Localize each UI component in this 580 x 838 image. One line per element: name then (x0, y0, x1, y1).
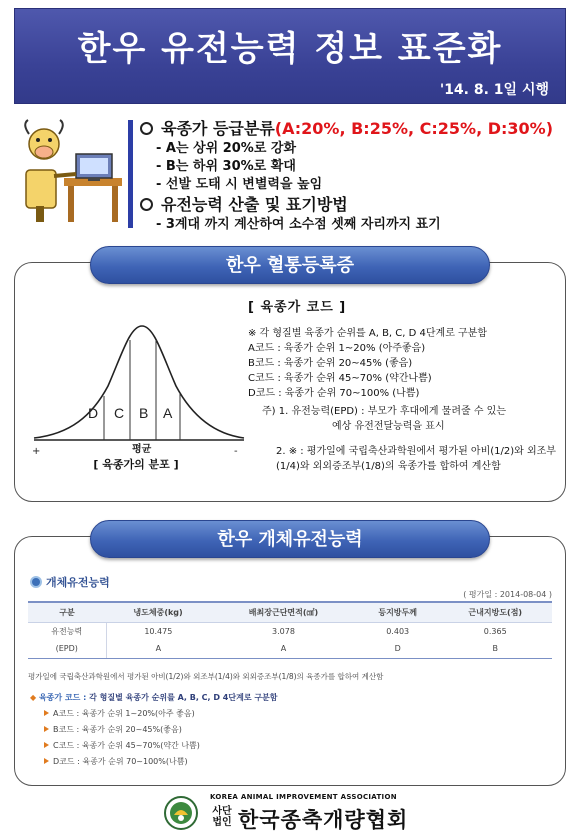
dist-letter-d: D (88, 405, 99, 421)
list-item (44, 754, 200, 770)
code-box-title (30, 692, 278, 703)
summary-item: - B는 하위 30%로 확대 (156, 159, 296, 174)
dist-mean: 평균 (132, 444, 152, 455)
epd-value: 10.475 (144, 626, 173, 636)
table-row (28, 640, 552, 658)
grading-ratio-text: (A:20%, B:25%, C:25%, D:30%) (274, 119, 554, 138)
evaluation-date: ( 평가일 : 2014-08-04 ) (463, 590, 552, 599)
summary-heading-method (140, 194, 570, 216)
triangle-bullet-icon (44, 710, 49, 716)
corp-type-line1: 사단 (212, 806, 232, 817)
individual-ability-header-text: 개체유전능력 (46, 576, 110, 589)
note1-line1: 주) 1. 유전능력(EPD) : 부모가 후대에게 물려줄 수 있는 (262, 406, 506, 417)
summary-block (140, 118, 570, 234)
evaluation-note: 평가일에 국립축산과학원에서 평가된 아비(1/2)와 외조부(1/4)와 외외증조부(1/8)의 육종가를 합하여 계산함 (28, 672, 384, 681)
cow-mascot-icon (18, 116, 126, 226)
column-header: 구분 (28, 602, 106, 622)
epd-value: 0.403 (386, 626, 410, 636)
association-logo-icon (164, 796, 198, 830)
code-a: A코드 : 육종가 순위 1~20% (아주좋음) (248, 343, 426, 354)
breeding-code-list (248, 326, 558, 401)
list-item-text: D코드 : 육종가 순위 70~100%(나쁨) (53, 757, 188, 766)
list-item (44, 722, 200, 738)
epd-definition-note (262, 404, 552, 434)
dist-letter-a: A (163, 405, 173, 421)
circle-bullet-icon (140, 198, 153, 211)
calculation-note: 2. ※ : 평가일에 국립축산과학원에서 평가된 아비(1/2)와 외조부(1/4)와 외외증조부(1/8)의 육종가를 합하여 계산함 (276, 446, 556, 472)
code-box-title-rest: 각 형질별 육종가 순위를 A, B, C, D 4단계로 구분함 (89, 693, 278, 702)
note1-line2: 예상 유전전달능력을 표시 (332, 421, 445, 432)
dist-plus: + (32, 446, 41, 456)
association-english-name: KOREA ANIMAL IMPROVEMENT ASSOCIATION (210, 793, 397, 801)
epd-code: B (439, 640, 553, 658)
globe-icon (30, 576, 42, 588)
list-item (44, 706, 200, 722)
summary-heading-grading (140, 118, 570, 140)
summary-item: - 선발 도태 시 변별력을 높임 (156, 177, 323, 192)
summary-item: - 3계대 까지 계산하여 소수점 셋째 자리까지 표기 (156, 217, 441, 232)
dist-letter-b: B (139, 405, 149, 421)
epd-code: A (106, 640, 210, 658)
list-item-text: C코드 : 육종가 순위 45~70%(약간 나쁨) (53, 741, 200, 750)
code-box-list (44, 706, 200, 770)
code-d: D코드 : 육종가 순위 70~100% (나쁨) (248, 388, 420, 399)
distribution-curve (30, 306, 248, 456)
column-header: 근내지방도(점) (439, 602, 553, 622)
triangle-bullet-icon (44, 742, 49, 748)
epd-code: D (357, 640, 439, 658)
effective-date: '14. 8. 1일 시행 (439, 82, 549, 98)
epd-value: 3.078 (272, 626, 295, 636)
individual-ability-header (30, 574, 110, 590)
code-intro: ※ 각 형질별 육종가 순위를 A, B, C, D 4단계로 구분함 (248, 328, 488, 339)
triangle-bullet-icon (44, 758, 49, 764)
breeding-code-title: [ 육종가 코드 ] (248, 300, 347, 315)
triangle-bullet-icon (44, 726, 49, 732)
epd-code: A (210, 640, 357, 658)
summary-item: - A는 상위 20%로 강화 (156, 141, 297, 156)
association-name: 한국종축개량협회 (238, 808, 409, 832)
epd-value: 0.365 (483, 626, 507, 636)
banner-title: 한우 유전능력 정보 표준화 (77, 29, 503, 69)
section-title-pedigree: 한우 혈통등록증 (90, 246, 490, 284)
summary-accent-bar (128, 120, 133, 228)
corp-type-label (210, 806, 234, 828)
list-item-text: B코드 : 육종가 순위 20~45%(좋음) (53, 725, 182, 734)
section-title-individual: 한우 개체유전능력 (90, 520, 490, 558)
row-label: 유전능력 (28, 622, 106, 640)
method-heading-text: 유전능력 산출 및 표기방법 (161, 195, 348, 214)
diamond-bullet-icon: ◆ (30, 693, 37, 702)
table-row (28, 622, 552, 640)
column-header: 냉도체중(kg) (106, 602, 210, 622)
code-c: C코드 : 육종가 순위 45~70% (약간나쁨) (248, 373, 432, 384)
column-header: 등지방두께 (357, 602, 439, 622)
distribution-caption: [ 육종가의 분포 ] (93, 458, 179, 471)
dist-letter-c: C (114, 405, 125, 421)
corp-type-line2: 법인 (212, 817, 232, 828)
list-item (44, 738, 200, 754)
epd-table (28, 601, 552, 659)
dist-minus: - (234, 446, 238, 456)
column-header: 배최장근단면적(㎠) (210, 602, 357, 622)
title-banner (14, 8, 566, 104)
code-box-title-prefix: 육종가 코드 : (38, 693, 87, 702)
circle-bullet-icon (140, 122, 153, 135)
row-label: (EPD) (28, 640, 106, 658)
list-item-text: A코드 : 육종가 순위 1~20%(아주 좋음) (53, 709, 195, 718)
grading-heading-text: 육종가 등급분류 (161, 119, 275, 138)
table-header-row (28, 602, 552, 622)
code-b: B코드 : 육종가 순위 20~45% (좋음) (248, 358, 413, 369)
